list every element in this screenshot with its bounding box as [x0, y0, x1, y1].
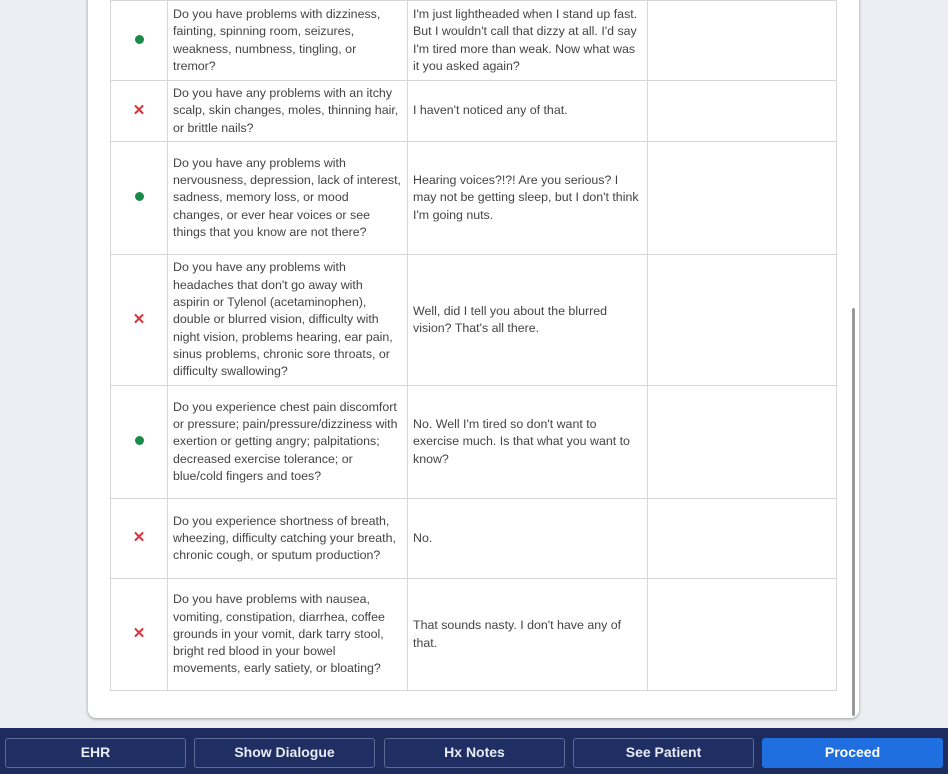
see-patient-button[interactable]: See Patient — [573, 738, 754, 768]
status-cell — [111, 1, 168, 81]
note-cell — [648, 81, 837, 142]
answer-cell: Hearing voices?!?! Are you serious? I may not be getting sleep, but I don't think I'm going nuts. — [408, 142, 648, 255]
red-x-icon: ✕ — [132, 625, 146, 643]
answer-cell: Well, did I tell you about the blurred vision? That's all there. — [408, 255, 648, 386]
green-dot-icon — [135, 192, 144, 201]
note-cell — [648, 499, 837, 579]
question-cell: Do you experience shortness of breath, wheezing, difficulty catching your breath, chronic cough, or sputum production? — [168, 499, 408, 579]
table-row — [111, 579, 837, 691]
scrollbar[interactable] — [852, 308, 855, 716]
table-row — [111, 81, 837, 142]
ehr-button[interactable]: EHR — [5, 738, 186, 768]
status-cell — [111, 386, 168, 499]
status-cell — [111, 499, 168, 579]
question-cell: Do you have problems with nausea, vomiting, constipation, diarrhea, coffee grounds in your vomit, dark tarry stool, bright red blood in your bowel movements, early satiety, or bloating? — [168, 579, 408, 691]
table-row — [111, 142, 837, 255]
answer-cell: No. Well I'm tired so don't want to exercise much. Is that what you want to know? — [408, 386, 648, 499]
note-cell — [648, 386, 837, 499]
note-cell — [648, 142, 837, 255]
note-cell — [648, 579, 837, 691]
hx-notes-button[interactable]: Hx Notes — [384, 738, 565, 768]
show-dialogue-button[interactable]: Show Dialogue — [194, 738, 375, 768]
table-row — [111, 499, 837, 579]
bottom-toolbar — [0, 728, 948, 774]
status-cell — [111, 579, 168, 691]
answer-cell: I haven't noticed any of that. — [408, 81, 648, 142]
status-cell — [111, 255, 168, 386]
question-cell: Do you have any problems with an itchy scalp, skin changes, moles, thinning hair, or brittle nails? — [168, 81, 408, 142]
table-row — [111, 1, 837, 81]
table-row — [111, 255, 837, 386]
review-of-systems-table — [110, 0, 837, 691]
green-dot-icon — [135, 35, 144, 44]
question-cell: Do you have any problems with headaches that don't go away with aspirin or Tylenol (acetaminophen), double or blurred vision, difficulty with night vision, problems hearing, ear pain, sinus problems, chronic sore throats, or difficulty swallowing? — [168, 255, 408, 386]
table-row — [111, 386, 837, 499]
status-cell — [111, 142, 168, 255]
question-cell: Do you experience chest pain discomfort or pressure; pain/pressure/dizziness with exertion or getting angry; palpitations; decreased exercise tolerance; or blue/cold fingers and toes? — [168, 386, 408, 499]
answer-cell: I'm just lightheaded when I stand up fast. But I wouldn't call that dizzy at all. I'd say I'm tired more than weak. Now what was it you asked again? — [408, 1, 648, 81]
answer-cell: That sounds nasty. I don't have any of that. — [408, 579, 648, 691]
answer-cell: No. — [408, 499, 648, 579]
question-cell: Do you have any problems with nervousness, depression, lack of interest, sadness, memory loss, or mood changes, or ever hear voices or see things that you know are not there? — [168, 142, 408, 255]
red-x-icon: ✕ — [132, 310, 146, 328]
status-cell — [111, 81, 168, 142]
note-cell — [648, 255, 837, 386]
green-dot-icon — [135, 436, 144, 445]
red-x-icon: ✕ — [132, 101, 146, 119]
red-x-icon: ✕ — [132, 529, 146, 547]
note-cell — [648, 1, 837, 81]
question-cell: Do you have problems with dizziness, fainting, spinning room, seizures, weakness, numbness, tingling, or tremor? — [168, 1, 408, 81]
proceed-button[interactable]: Proceed — [762, 738, 943, 768]
